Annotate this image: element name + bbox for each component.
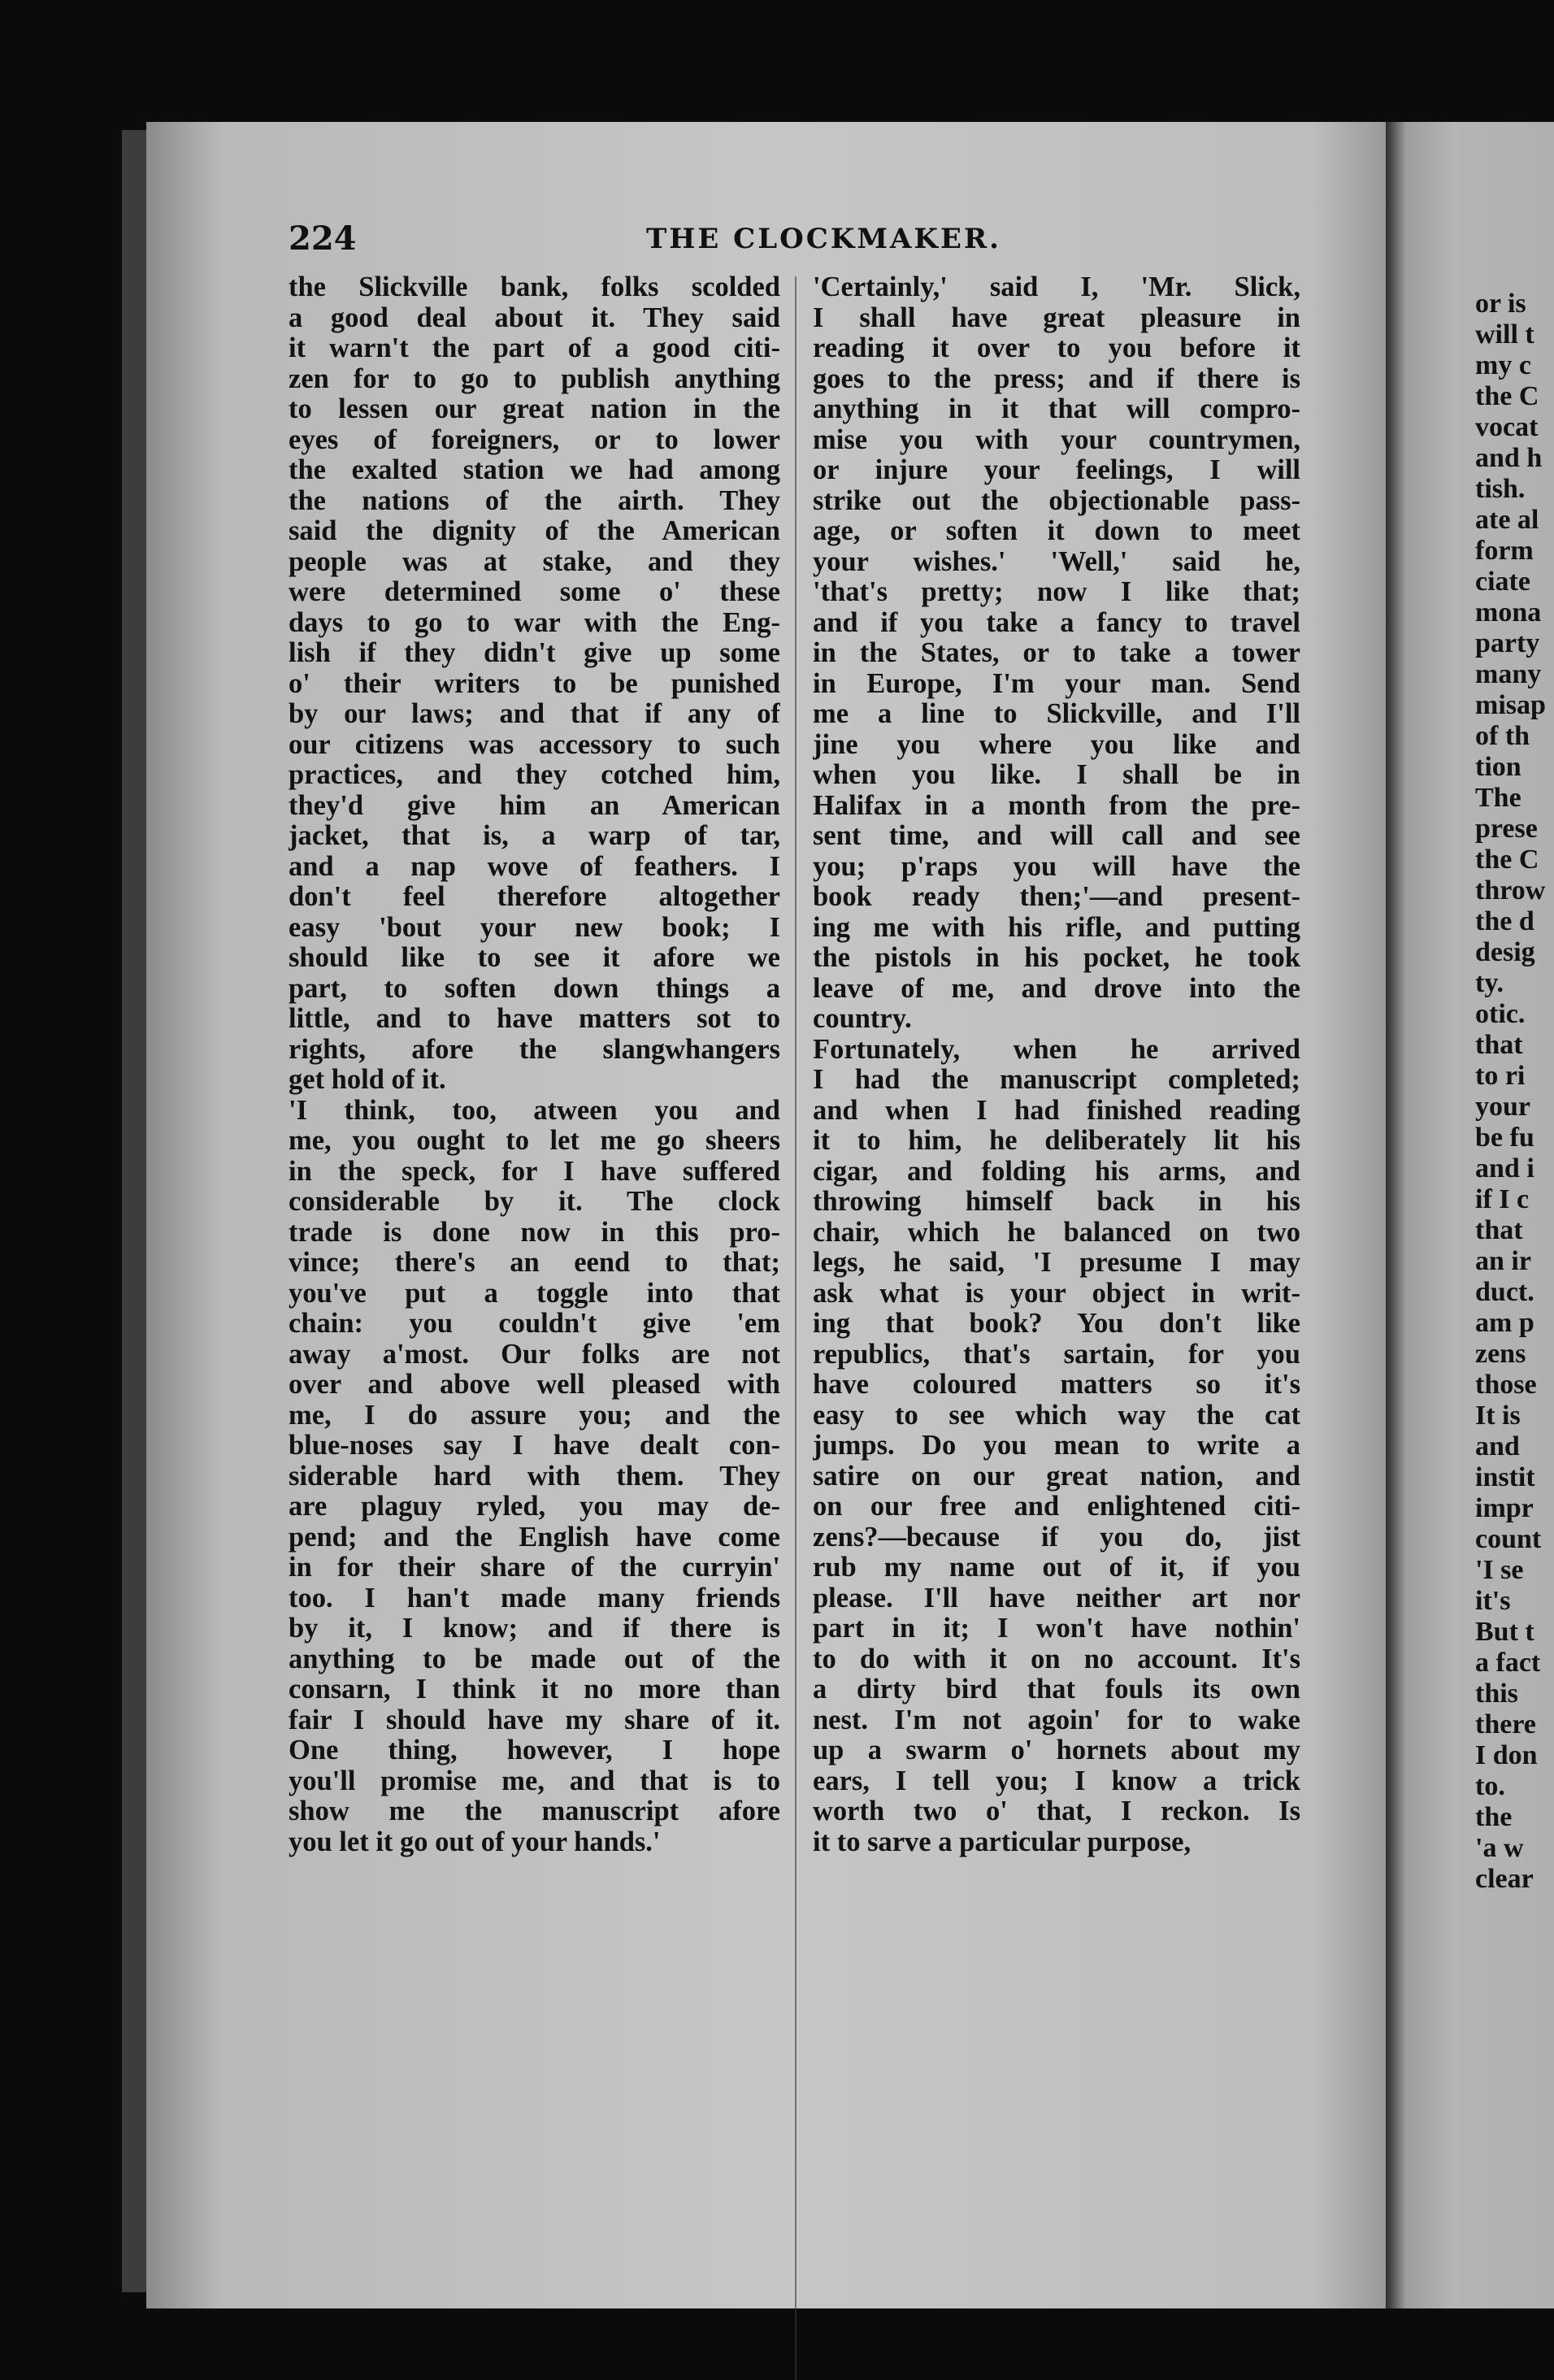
text-line: goes to the press; and if there is xyxy=(813,363,1300,394)
text-line: the C xyxy=(1475,381,1539,411)
text-line: by it, I know; and if there is xyxy=(289,1613,780,1644)
text-line: worth two o' that, I reckon. Is xyxy=(813,1796,1300,1826)
text-line: It is xyxy=(1475,1401,1521,1431)
text-line: ing that book? You don't like xyxy=(813,1309,1300,1339)
text-line: tish. xyxy=(1475,474,1526,504)
text-line: your wishes.' 'Well,' said he, xyxy=(813,546,1300,577)
text-line: practices, and they cotched him, xyxy=(289,760,780,790)
text-line: the nations of the airth. They xyxy=(289,485,780,516)
text-line: me a line to Slickville, and I'll xyxy=(813,699,1300,729)
text-line: that xyxy=(1475,1030,1523,1060)
text-line: consarn, I think it no more than xyxy=(289,1674,780,1705)
text-line: it's xyxy=(1475,1586,1511,1616)
text-line: nest. I'm not agoin' for to wake xyxy=(813,1705,1300,1735)
text-line: form xyxy=(1475,536,1534,566)
text-line: Halifax in a month from the pre- xyxy=(813,790,1300,821)
text-line: vocat xyxy=(1475,412,1539,442)
text-line: age, or soften it down to meet xyxy=(813,516,1300,546)
text-line: The xyxy=(1475,783,1521,813)
text-line: mona xyxy=(1475,597,1542,628)
text-line: legs, he said, 'I presume I may xyxy=(813,1248,1300,1278)
text-line: instit xyxy=(1475,1462,1535,1492)
text-line: the xyxy=(1475,1802,1513,1832)
text-line: you'll promise me, and that is to xyxy=(289,1765,780,1796)
text-line: it to sarve a particular purpose, xyxy=(813,1826,1192,1857)
text-line: 'that's pretty; now I like that; xyxy=(813,577,1300,607)
text-line: republics, that's sartain, for you xyxy=(813,1339,1300,1370)
text-line: the exalted station we had among xyxy=(289,455,780,485)
text-line: cigar, and folding his arms, and xyxy=(813,1156,1300,1187)
text-line: they'd give him an American xyxy=(289,790,780,821)
text-line: mise you with your countrymen, xyxy=(813,424,1300,455)
text-line: little, and to have matters sot to xyxy=(289,1004,780,1034)
text-line: over and above well pleased with xyxy=(289,1370,780,1400)
text-line: to. xyxy=(1475,1771,1505,1801)
text-line: me, I do assure you; and the xyxy=(289,1400,780,1431)
text-line: you let it go out of your hands.' xyxy=(289,1826,661,1857)
text-line: blue-noses say I have dealt con- xyxy=(289,1431,780,1461)
text-line: o' their writers to be punished xyxy=(289,668,780,699)
text-line: it to him, he deliberately lit his xyxy=(813,1126,1300,1156)
text-line: many xyxy=(1475,659,1542,689)
text-line: satire on our great nation, and xyxy=(813,1461,1300,1492)
text-line: ask what is your object in writ- xyxy=(813,1278,1300,1309)
text-line: prese xyxy=(1475,814,1538,844)
text-line: too. I han't made many friends xyxy=(289,1583,780,1613)
text-line: in Europe, I'm your man. Send xyxy=(813,668,1300,699)
text-line: said the dignity of the American xyxy=(289,516,780,546)
text-line: were determined some o' these xyxy=(289,577,780,607)
text-line: impr xyxy=(1475,1493,1534,1523)
text-line: jine you where you like and xyxy=(813,729,1300,760)
page-header xyxy=(289,219,1304,258)
text-line: misap xyxy=(1475,690,1546,720)
text-line: ate al xyxy=(1475,505,1539,535)
text-line: zens?—because if you do, jist xyxy=(813,1522,1300,1553)
text-line: jacket, that is, a warp of tar, xyxy=(289,821,780,851)
text-line: 'I think, too, atween you and xyxy=(289,1095,780,1126)
text-line: tion xyxy=(1475,752,1521,782)
text-line: the pistols in his pocket, he took xyxy=(813,943,1300,973)
text-line: siderable hard with them. They xyxy=(289,1461,780,1492)
text-line: it warn't the part of a good citi- xyxy=(289,333,780,363)
text-line: leave of me, and drove into the xyxy=(813,973,1300,1004)
text-line: Fortunately, when he arrived xyxy=(813,1034,1300,1065)
text-line: to do with it on no account. It's xyxy=(813,1644,1300,1674)
text-line: ciate xyxy=(1475,567,1530,597)
text-line: an ir xyxy=(1475,1246,1531,1276)
text-line: ing me with his rifle, and putting xyxy=(813,912,1300,943)
text-line: the Slickville bank, folks scolded xyxy=(289,272,780,302)
column-divider xyxy=(795,276,797,2380)
text-line: I don xyxy=(1475,1740,1538,1770)
text-line: book ready then;'—and present- xyxy=(813,882,1300,912)
text-line: 'a w xyxy=(1475,1833,1524,1863)
text-line: and if you take a fancy to travel xyxy=(813,607,1300,638)
text-line: up a swarm o' hornets about my xyxy=(813,1735,1300,1765)
text-line: or is xyxy=(1475,289,1526,319)
running-head: THE CLOCKMAKER. xyxy=(646,223,1001,255)
text-line: if I c xyxy=(1475,1184,1530,1214)
text-line: to lessen our great nation in the xyxy=(289,394,780,424)
text-line: the C xyxy=(1475,845,1539,875)
text-line: get hold of it. xyxy=(289,1065,446,1095)
text-line: considerable by it. The clock xyxy=(289,1187,780,1217)
text-line: fair I should have my share of it. xyxy=(289,1705,780,1735)
text-line: and when I had finished reading xyxy=(813,1095,1300,1126)
page-number: 224 xyxy=(289,219,357,258)
text-line: strike out the objectionable pass- xyxy=(813,485,1300,516)
text-line: my c xyxy=(1475,350,1531,380)
left-text-column xyxy=(289,272,780,1857)
text-line: I shall have great pleasure in xyxy=(813,302,1300,333)
text-line: a fact xyxy=(1475,1648,1541,1678)
text-line: chain: you couldn't give 'em xyxy=(289,1309,780,1339)
text-line: ty. xyxy=(1475,968,1504,998)
text-line: to ri xyxy=(1475,1061,1526,1091)
text-line: party xyxy=(1475,628,1540,658)
text-line: this xyxy=(1475,1679,1518,1709)
text-line: zen for to go to publish anything xyxy=(289,363,780,394)
text-line: me, you ought to let me go sheers xyxy=(289,1126,780,1156)
text-line: are plaguy ryled, you may de- xyxy=(289,1492,780,1522)
text-line: lish if they didn't give up some xyxy=(289,638,780,668)
text-line: sent time, and will call and see xyxy=(813,821,1300,851)
text-line: desig xyxy=(1475,937,1535,967)
text-line: vince; there's an eend to that; xyxy=(289,1248,780,1278)
text-line: part in it; I won't have nothin' xyxy=(813,1613,1300,1644)
text-line: you've put a toggle into that xyxy=(289,1278,780,1309)
text-line: don't feel therefore altogether xyxy=(289,882,780,912)
text-line: reading it over to you before it xyxy=(813,333,1300,363)
text-line: the d xyxy=(1475,906,1534,936)
text-line: away a'most. Our folks are not xyxy=(289,1339,780,1370)
text-line: and a nap wove of feathers. I xyxy=(289,851,780,882)
text-line: a good deal about it. They said xyxy=(289,302,780,333)
text-line: be fu xyxy=(1475,1123,1534,1153)
text-line: in the speck, for I have suffered xyxy=(289,1156,780,1187)
text-line: country. xyxy=(813,1004,912,1034)
text-line: But t xyxy=(1475,1617,1534,1647)
text-line: you; p'raps you will have the xyxy=(813,851,1300,882)
text-line: jumps. Do you mean to write a xyxy=(813,1431,1300,1461)
text-line: or injure your feelings, I will xyxy=(813,455,1300,485)
right-text-column xyxy=(813,272,1300,1857)
text-line: trade is done now in this pro- xyxy=(289,1217,780,1248)
text-line: a dirty bird that fouls its own xyxy=(813,1674,1300,1705)
text-line: anything in it that will compro- xyxy=(813,394,1300,424)
text-line: have coloured matters so it's xyxy=(813,1370,1300,1400)
text-line: days to go to war with the Eng- xyxy=(289,607,780,638)
text-line: 'Certainly,' said I, 'Mr. Slick, xyxy=(813,272,1300,302)
text-line: of th xyxy=(1475,721,1530,751)
text-line: easy 'bout your new book; I xyxy=(289,912,780,943)
text-line: throw xyxy=(1475,875,1546,906)
text-line: count xyxy=(1475,1524,1542,1554)
text-line: otic. xyxy=(1475,999,1526,1029)
text-line: show me the manuscript afore xyxy=(289,1796,780,1826)
text-line: eyes of foreigners, or to lower xyxy=(289,424,780,455)
text-line: that xyxy=(1475,1215,1523,1245)
text-line: zens xyxy=(1475,1339,1526,1369)
text-line: please. I'll have neither art nor xyxy=(813,1583,1300,1613)
text-line: easy to see which way the cat xyxy=(813,1400,1300,1431)
text-line: should like to see it afore we xyxy=(289,943,780,973)
text-line: throwing himself back in his xyxy=(813,1187,1300,1217)
text-line: will t xyxy=(1475,319,1534,350)
text-line: rights, afore the slangwhangers xyxy=(289,1034,780,1065)
text-line: duct. xyxy=(1475,1277,1534,1307)
text-line: pend; and the English have come xyxy=(289,1522,780,1553)
text-line: clear xyxy=(1475,1864,1534,1894)
text-line: and xyxy=(1475,1431,1520,1461)
text-line: when you like. I shall be in xyxy=(813,760,1300,790)
text-line: your xyxy=(1475,1092,1530,1122)
text-line: in the States, or to take a tower xyxy=(813,638,1300,668)
text-line: anything to be made out of the xyxy=(289,1644,780,1674)
text-line: chair, which he balanced on two xyxy=(813,1217,1300,1248)
text-line: part, to soften down things a xyxy=(289,973,780,1004)
text-line: our citizens was accessory to such xyxy=(289,729,780,760)
text-line: and h xyxy=(1475,443,1543,473)
text-line: ears, I tell you; I know a trick xyxy=(813,1765,1300,1796)
text-line: there xyxy=(1475,1709,1536,1739)
text-line: rub my name out of it, if you xyxy=(813,1553,1300,1583)
text-line: One thing, however, I hope xyxy=(289,1735,780,1765)
text-line: I had the manuscript completed; xyxy=(813,1065,1300,1095)
text-line: in for their share of the curryin' xyxy=(289,1553,780,1583)
text-line: 'I se xyxy=(1475,1555,1524,1585)
text-line: on our free and enlightened citi- xyxy=(813,1492,1300,1522)
text-line: people was at stake, and they xyxy=(289,546,780,577)
facing-page-text-column xyxy=(1475,289,1554,1895)
text-line: by our laws; and that if any of xyxy=(289,699,780,729)
text-line: and i xyxy=(1475,1153,1534,1183)
text-line: am p xyxy=(1475,1308,1534,1338)
text-line: those xyxy=(1475,1370,1537,1400)
binding-edge xyxy=(122,130,146,2292)
